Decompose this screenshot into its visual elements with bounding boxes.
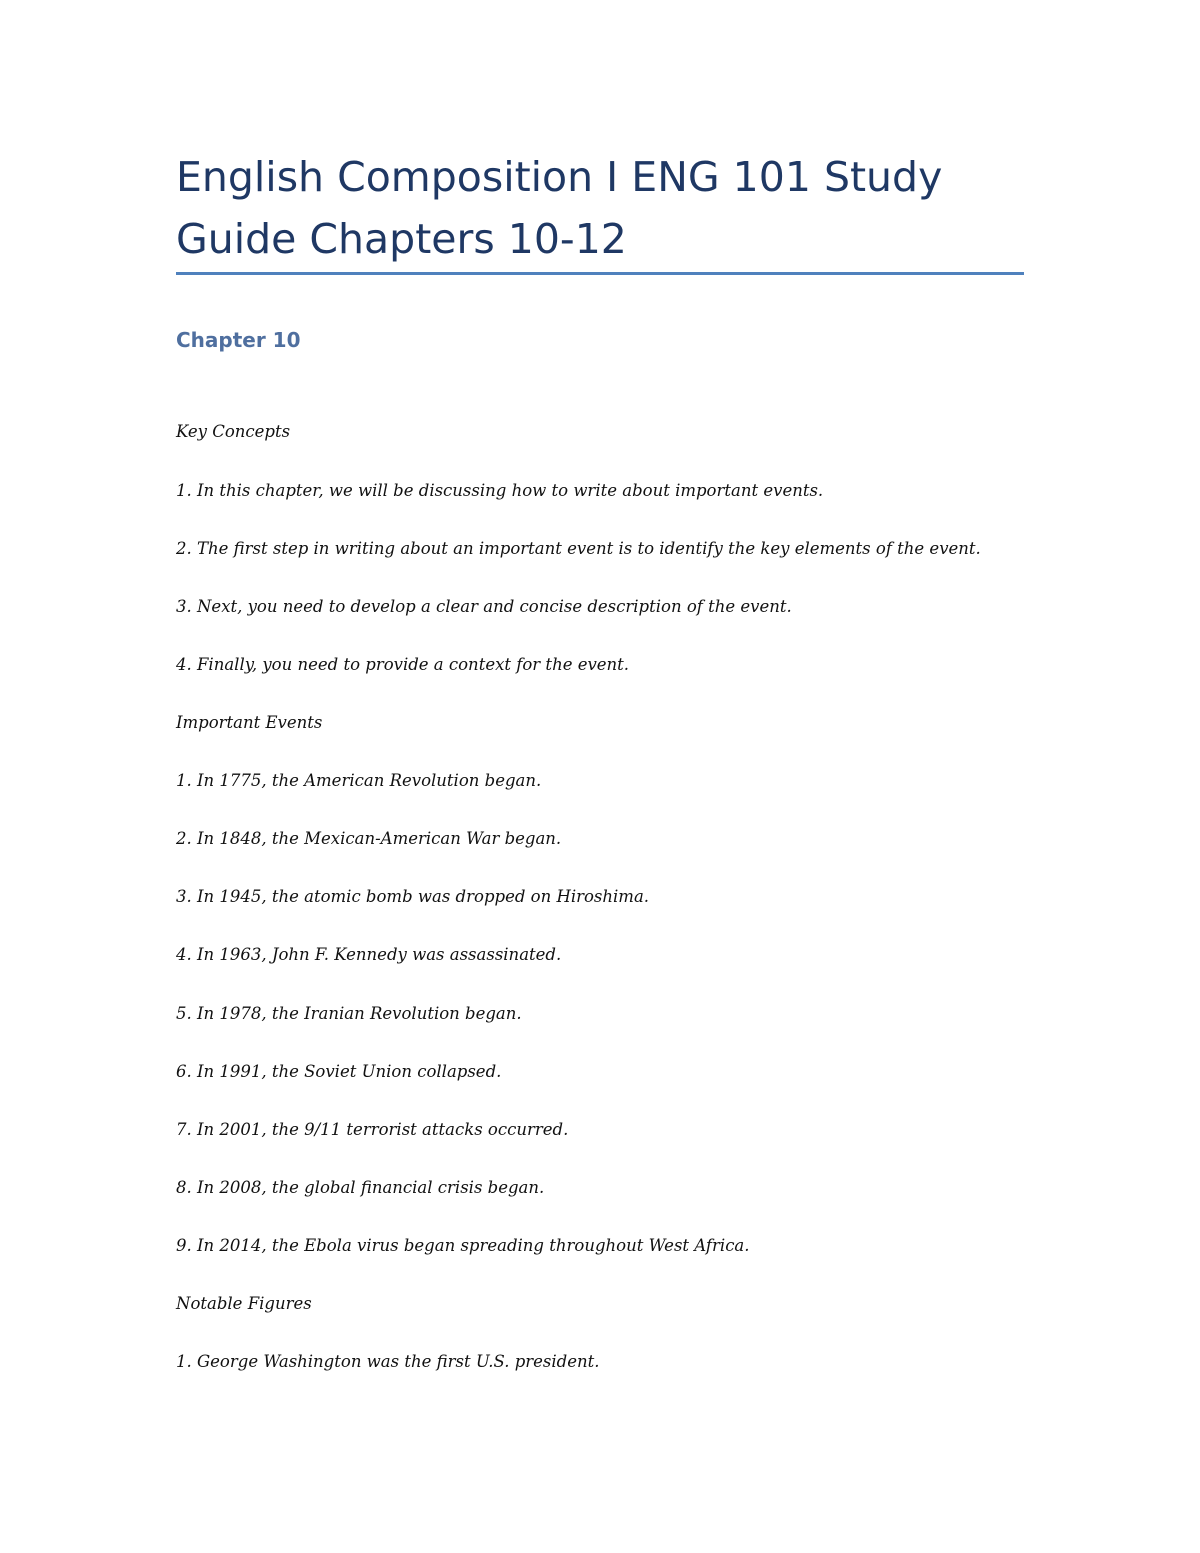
important-event-item: 6. In 1991, the Soviet Union collapsed. bbox=[176, 1062, 502, 1081]
key-concept-item: 2. The first step in writing about an important event is to identify the key elements of the event. bbox=[176, 539, 981, 558]
key-concepts-heading: Key Concepts bbox=[176, 422, 291, 441]
document-title: English Composition I ENG 101 Study Guide Chapters 10-12 bbox=[176, 153, 943, 263]
key-concept-item: 4. Finally, you need to provide a context for the event. bbox=[176, 655, 630, 674]
notable-figures-heading: Notable Figures bbox=[176, 1294, 312, 1313]
key-concept-item: 3. Next, you need to develop a clear and concise description of the event. bbox=[176, 597, 792, 616]
important-events-heading: Important Events bbox=[176, 713, 323, 732]
important-event-item: 3. In 1945, the atomic bomb was dropped on Hiroshima. bbox=[176, 887, 650, 906]
notable-figure-item: 1. George Washington was the first U.S. president. bbox=[176, 1352, 600, 1371]
important-event-item: 9. In 2014, the Ebola virus began spreading throughout West Africa. bbox=[176, 1236, 750, 1255]
title-underline-rule bbox=[176, 272, 1024, 275]
important-event-item: 8. In 2008, the global financial crisis began. bbox=[176, 1178, 545, 1197]
important-event-item: 7. In 2001, the 9/11 terrorist attacks occurred. bbox=[176, 1120, 569, 1139]
important-event-item: 4. In 1963, John F. Kennedy was assassinated. bbox=[176, 945, 562, 964]
chapter-heading: Chapter 10 bbox=[176, 328, 301, 352]
important-event-item: 5. In 1978, the Iranian Revolution began. bbox=[176, 1004, 522, 1023]
important-event-item: 1. In 1775, the American Revolution began. bbox=[176, 771, 542, 790]
key-concept-item: 1. In this chapter, we will be discussing how to write about important events. bbox=[176, 481, 824, 500]
important-event-item: 2. In 1848, the Mexican-American War began. bbox=[176, 829, 562, 848]
